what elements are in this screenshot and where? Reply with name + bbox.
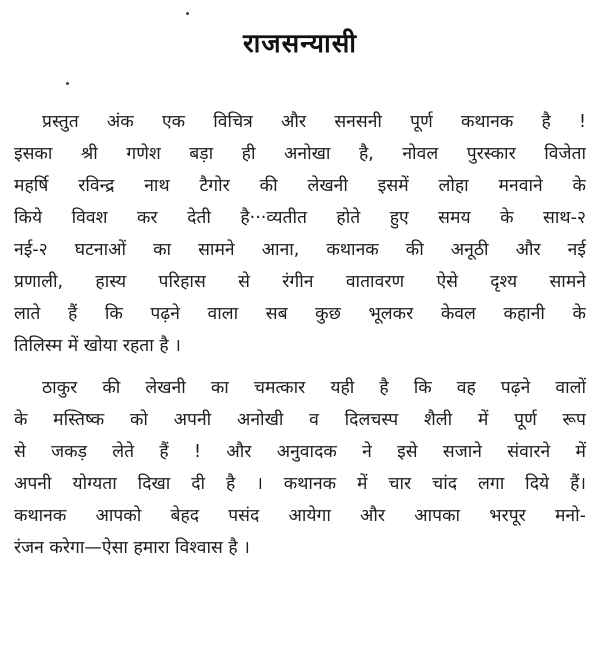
text-line: इसका श्री गणेश बड़ा ही अनोखा है, नोवल पुरस्कार विजेता xyxy=(14,144,586,164)
page-title: राजसन्यासी xyxy=(242,29,358,59)
text-line: लाते हैं कि पढ़ने वाला सब कुछ भूलकर केवल कहानी के xyxy=(14,304,586,324)
text-line: नई-२ घटनाओं का सामने आना, कथानक की अनूठी और नई xyxy=(14,240,586,260)
paragraph-intro xyxy=(14,106,586,362)
text-line: किये विवश कर देती है···व्यतीत होते हुए समय के साथ-२ xyxy=(14,208,586,228)
text-line: महर्षि रविन्द्र नाथ टैगोर की लेखनी इसमें लोहा मनवाने के xyxy=(14,176,586,196)
text-line: तिलिस्म में खोया रहता है । xyxy=(14,336,181,356)
ink-speck xyxy=(66,82,69,85)
text-line: रंजन करेगा—ऐसा हमारा विश्वास है । xyxy=(14,538,250,558)
text-line: कथानक आपको बेहद पसंद आयेगा और आपका भरपूर मनो- xyxy=(14,506,586,526)
text-line: अपनी योग्यता दिखा दी है । कथानक में चार चांद लगा दिये हैं। xyxy=(14,474,586,494)
text-line: से जकड़ लेते हैं ! और अनुवादक ने इसे सजाने संवारने में xyxy=(14,442,586,462)
text-line: ठाकुर की लेखनी का चमत्कार यही है कि वह पढ़ने वालों xyxy=(42,378,586,398)
text-line: प्रस्तुत अंक एक विचित्र और सनसनी पूर्ण कथानक है ! xyxy=(42,112,586,132)
ink-speck xyxy=(186,12,189,15)
text-line: के मस्तिष्क को अपनी अनोखी व दिलचस्प शैली में पूर्ण रूप xyxy=(14,410,586,430)
paragraph-praise xyxy=(14,372,586,564)
text-line: प्रणाली, हास्य परिहास से रंगीन वातावरण ऐसे दृश्य सामने xyxy=(14,272,586,292)
